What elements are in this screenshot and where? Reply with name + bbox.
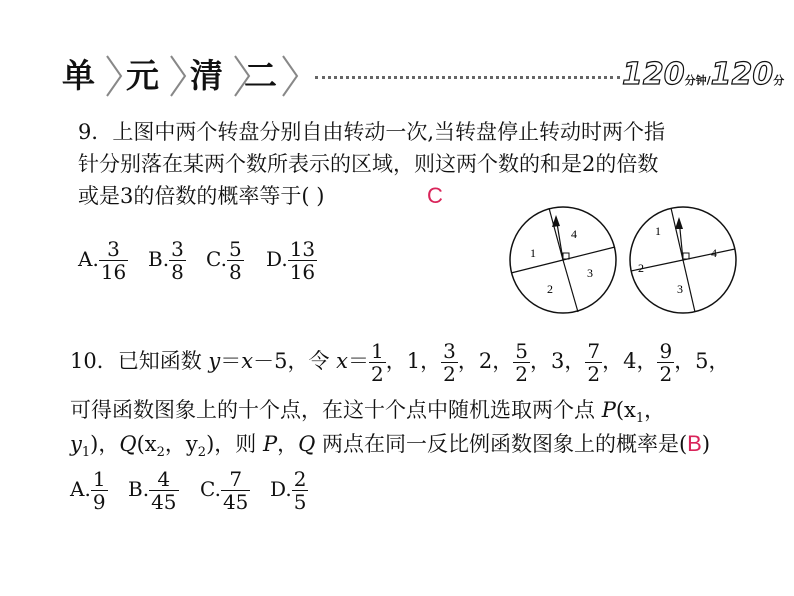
fraction: $\frac{3}{2}$: [443, 339, 456, 386]
header-char-2: 元: [126, 56, 159, 95]
spinner-left: [510, 207, 616, 313]
header-char-3: 清: [190, 56, 223, 95]
spinner-right-label-4: 4: [711, 246, 717, 260]
header-char-4: 二: [244, 56, 277, 95]
spinner-left-label-3: 3: [587, 266, 593, 280]
q9-answer: C: [427, 183, 443, 208]
q9-option-b: [148, 238, 186, 283]
option-fraction: $\frac{5}{8}$: [228, 237, 242, 284]
option-label: A.: [70, 477, 91, 501]
spinner-left-label-1: 1: [530, 246, 536, 260]
spinner-right-label-2: 2: [638, 261, 644, 275]
option-label: C.: [200, 477, 221, 501]
q9-option-a: [78, 238, 128, 283]
q9-option-d: [266, 238, 317, 283]
score-unit: 分: [773, 74, 785, 87]
q9-line3: 或是3的倍数的概率等于( ): [78, 184, 325, 208]
option-fraction: $\frac{2}{5}$: [293, 467, 307, 514]
q10-answer: B: [687, 431, 702, 456]
q10-line3: $y_1$)，$Q(x_2$，$y_2$)，则 P，Q 两点在同一反比例函数图象上的概率是(B): [70, 431, 711, 461]
q10-line2: 可得函数图象上的十个点，在这十个点中随机选取两个点 $P(x_1$，: [70, 398, 666, 427]
fraction: $\frac{5}{2}$: [515, 339, 528, 386]
option-label: D.: [270, 477, 292, 501]
option-fraction: $\frac{3}{8}$: [171, 237, 184, 284]
option-fraction: $\frac{7}{45}$: [222, 467, 249, 514]
option-fraction: $\frac{3}{16}$: [100, 237, 127, 284]
option-label: A.: [78, 247, 99, 271]
time-unit: 分钟: [684, 74, 707, 87]
slash: /: [706, 74, 711, 87]
chevron-icon: [168, 54, 188, 98]
chevron-icon: [104, 54, 124, 98]
option-label: B.: [148, 247, 170, 271]
chevron-icon: [280, 54, 300, 98]
q10-option-a: [70, 468, 108, 513]
spinner-right-label-3: 3: [677, 282, 683, 296]
dotted-divider: [315, 76, 620, 79]
option-label: B.: [128, 477, 150, 501]
fraction: $\frac{7}{2}$: [587, 339, 601, 386]
option-label: D.: [266, 247, 288, 271]
q10-line1: 10．已知函数 y＝x－5，令 x＝ $\frac{1}{2}$ ，1， $\frac{3}{2}$ ，2， $\frac{5}{2}$ ，3， $\frac{7}{2}$ ，4， $\frac{9}{2}$ ，5，: [70, 339, 730, 386]
q9-option-c: [206, 238, 244, 283]
fraction: $\frac{1}{2}$: [371, 339, 384, 386]
q9-line2: 针分别落在某两个数所表示的区域，则这两个数的和是2的倍数: [78, 152, 659, 176]
option-fraction: $\frac{13}{16}$: [289, 237, 316, 284]
spinners-figure: [505, 205, 745, 317]
score-value: 120: [710, 57, 774, 92]
spinner-right: [630, 207, 736, 313]
spinner-left-label-2: 2: [547, 282, 553, 296]
option-fraction: $\frac{1}{9}$: [92, 467, 106, 514]
q9-line1: 9．上图中两个转盘分别自由转动一次,当转盘停止转动时两个指: [78, 120, 666, 144]
spinner-right-label-1: 1: [655, 224, 661, 238]
time-value: 120: [622, 57, 685, 92]
header-char-1: 单: [62, 56, 95, 95]
q10-option-d: [270, 468, 308, 513]
spinner-left-label-4: 4: [571, 227, 577, 241]
q10-option-b: [128, 468, 179, 513]
time-score-badge: [622, 57, 785, 96]
option-fraction: $\frac{4}{45}$: [151, 467, 177, 514]
option-label: C.: [206, 247, 227, 271]
q10-option-c: [200, 468, 250, 513]
fraction: $\frac{9}{2}$: [659, 339, 673, 386]
